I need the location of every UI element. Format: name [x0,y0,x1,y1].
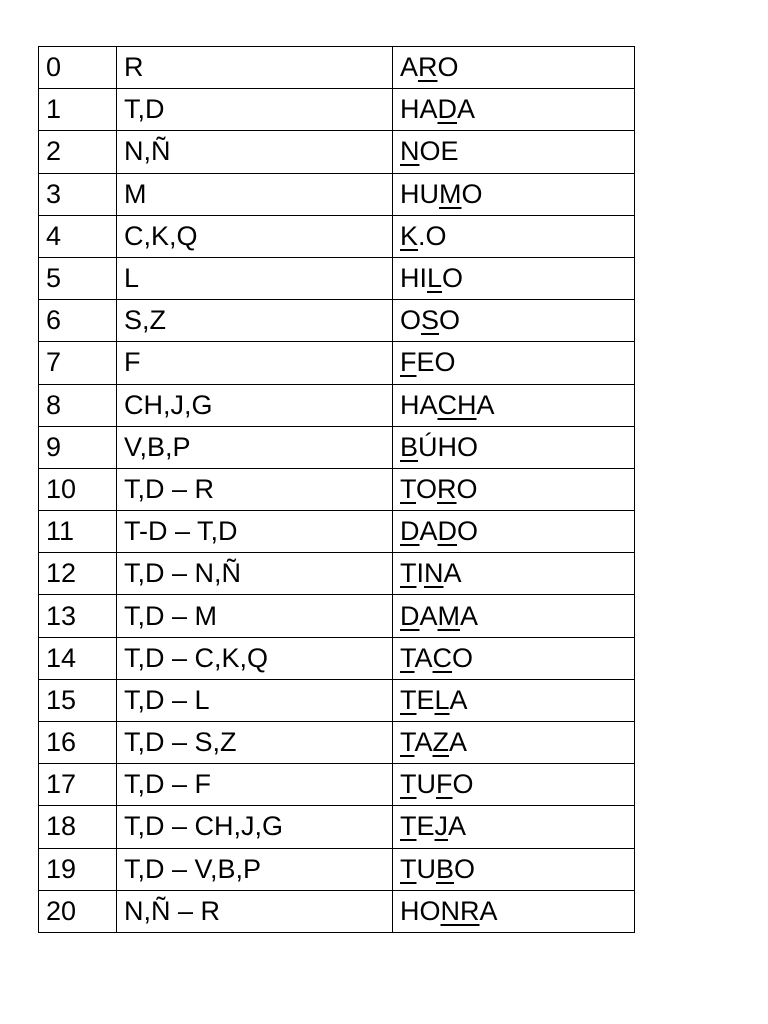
mnemonic-word-cell [393,637,635,679]
mnemonic-word-cell [393,764,635,806]
underlined-letters: L [434,684,450,715]
consonants-cell: R [117,47,393,89]
number-cell: 13 [39,595,117,637]
number-cell: 4 [39,215,117,257]
word-letters: O [400,305,422,336]
mnemonic-word-cell [393,848,635,890]
consonants-cell: T,D – L [117,679,393,721]
table-row [39,764,635,806]
word-letters: A [448,811,467,842]
consonants-cell: T,D [117,89,393,131]
underlined-letters: T [400,558,417,589]
number-cell: 10 [39,468,117,510]
table-row [39,468,635,510]
word-letters: O [437,52,459,83]
word-letters: ÚHO [418,431,479,462]
number-cell: 14 [39,637,117,679]
word-letters: A [476,389,495,420]
number-cell: 9 [39,426,117,468]
consonants-cell: F [117,342,393,384]
underlined-letters: B [436,853,455,884]
number-cell: 16 [39,722,117,764]
consonants-cell: T,D – C,K,Q [117,637,393,679]
number-cell: 0 [39,47,117,89]
mnemonic-word-cell [393,553,635,595]
table-row [39,300,635,342]
word-letters: HI [400,263,427,294]
underlined-letters: K [400,220,419,251]
number-cell: 15 [39,679,117,721]
word-letters: E [416,811,435,842]
underlined-letters: CH [437,389,477,420]
number-cell: 20 [39,890,117,932]
word-letters: A [414,727,433,758]
underlined-letters: T [400,727,415,758]
word-letters: A [449,684,468,715]
number-cell: 11 [39,511,117,553]
number-cell: 2 [39,131,117,173]
table-row [39,637,635,679]
table-row [39,342,635,384]
mnemonic-word-cell [393,47,635,89]
word-letters: A [419,600,438,631]
table-row [39,848,635,890]
word-letters: OE [419,136,459,167]
underlined-letters: N [400,136,420,167]
table-row [39,215,635,257]
word-letters: A [449,727,468,758]
mnemonic-word-cell [393,342,635,384]
number-cell: 7 [39,342,117,384]
word-letters: U [416,853,436,884]
underlined-letters: T [400,811,417,842]
number-cell: 12 [39,553,117,595]
underlined-letters: R [437,473,457,504]
table-row [39,890,635,932]
mnemonic-word-cell [393,384,635,426]
underlined-letters: D [400,600,420,631]
underlined-letters: J [434,811,449,842]
word-letters: I [416,558,425,589]
number-cell: 3 [39,173,117,215]
table-row [39,679,635,721]
underlined-letters: T [400,769,417,800]
word-letters: EO [416,347,456,378]
mnemonic-word-cell [393,300,635,342]
consonants-cell: L [117,257,393,299]
underlined-letters: Z [432,727,450,758]
consonants-cell: T,D – CH,J,G [117,806,393,848]
underlined-letters: B [400,431,419,462]
consonants-cell: T,D – M [117,595,393,637]
word-letters: A [457,94,476,125]
number-cell: 17 [39,764,117,806]
underlined-letters: L [427,263,443,294]
word-letters: HO [400,895,441,926]
mnemonic-word-cell [393,257,635,299]
word-letters: O [452,769,474,800]
underlined-letters: D [437,94,458,125]
word-letters: O [416,473,438,504]
word-letters: O [439,305,461,336]
consonants-cell: T,D – V,B,P [117,848,393,890]
underlined-letters: D [400,516,420,547]
number-cell: 5 [39,257,117,299]
word-letters: HA [400,94,438,125]
table-row [39,553,635,595]
underlined-letters: N [424,558,444,589]
consonants-cell: T-D – T,D [117,511,393,553]
number-cell: 18 [39,806,117,848]
consonants-cell: C,K,Q [117,215,393,257]
word-letters: A [414,642,433,673]
word-letters: O [457,516,479,547]
table-row [39,595,635,637]
word-letters: O [442,263,464,294]
mnemonic-word-cell [393,426,635,468]
word-letters: HU [400,178,439,209]
mnemonic-word-cell [393,215,635,257]
table-row [39,426,635,468]
word-letters: O [461,178,483,209]
underlined-letters: D [437,516,458,547]
table-row [39,384,635,426]
consonants-cell: V,B,P [117,426,393,468]
word-letters: A [460,600,479,631]
consonants-cell: T,D – N,Ñ [117,553,393,595]
mnemonic-word-cell [393,89,635,131]
consonants-cell: T,D – S,Z [117,722,393,764]
number-cell: 8 [39,384,117,426]
table-body [39,47,635,933]
word-letters: O [454,853,476,884]
underlined-letters: F [400,347,417,378]
word-letters: A [479,895,498,926]
underlined-letters: T [400,642,415,673]
table-row [39,511,635,553]
mnemonic-word-cell [393,679,635,721]
underlined-letters: M [437,600,461,631]
mnemonic-word-cell [393,131,635,173]
word-letters: A [419,516,438,547]
consonants-cell: M [117,173,393,215]
number-cell: 19 [39,848,117,890]
table-row [39,806,635,848]
mnemonic-word-cell [393,468,635,510]
number-cell: 6 [39,300,117,342]
word-letters: .O [418,220,447,251]
underlined-letters: M [439,178,462,209]
mnemonic-word-cell [393,722,635,764]
consonants-cell: CH,J,G [117,384,393,426]
word-letters: O [452,642,474,673]
underlined-letters: T [400,853,417,884]
underlined-letters: T [400,473,417,504]
number-cell: 1 [39,89,117,131]
table-row [39,131,635,173]
consonants-cell: T,D – F [117,764,393,806]
underlined-letters: NR [440,895,480,926]
mnemonic-word-cell [393,511,635,553]
table-row [39,89,635,131]
table-row [39,173,635,215]
consonants-cell: S,Z [117,300,393,342]
underlined-letters: F [436,769,453,800]
word-letters: HA [400,389,438,420]
mnemonic-word-cell [393,890,635,932]
underlined-letters: S [421,305,440,336]
underlined-letters: R [418,52,438,83]
table-row [39,722,635,764]
word-letters: O [456,473,478,504]
consonants-cell: N,Ñ [117,131,393,173]
word-letters: E [416,684,435,715]
word-letters: A [400,52,419,83]
table-row [39,47,635,89]
mnemonic-word-cell [393,595,635,637]
underlined-letters: C [432,642,453,673]
mnemonic-word-cell [393,173,635,215]
word-letters: U [416,769,436,800]
consonants-cell: N,Ñ – R [117,890,393,932]
mnemonic-table [38,46,635,933]
consonants-cell: T,D – R [117,468,393,510]
table-row [39,257,635,299]
underlined-letters: T [400,684,417,715]
word-letters: A [443,558,462,589]
mnemonic-word-cell [393,806,635,848]
